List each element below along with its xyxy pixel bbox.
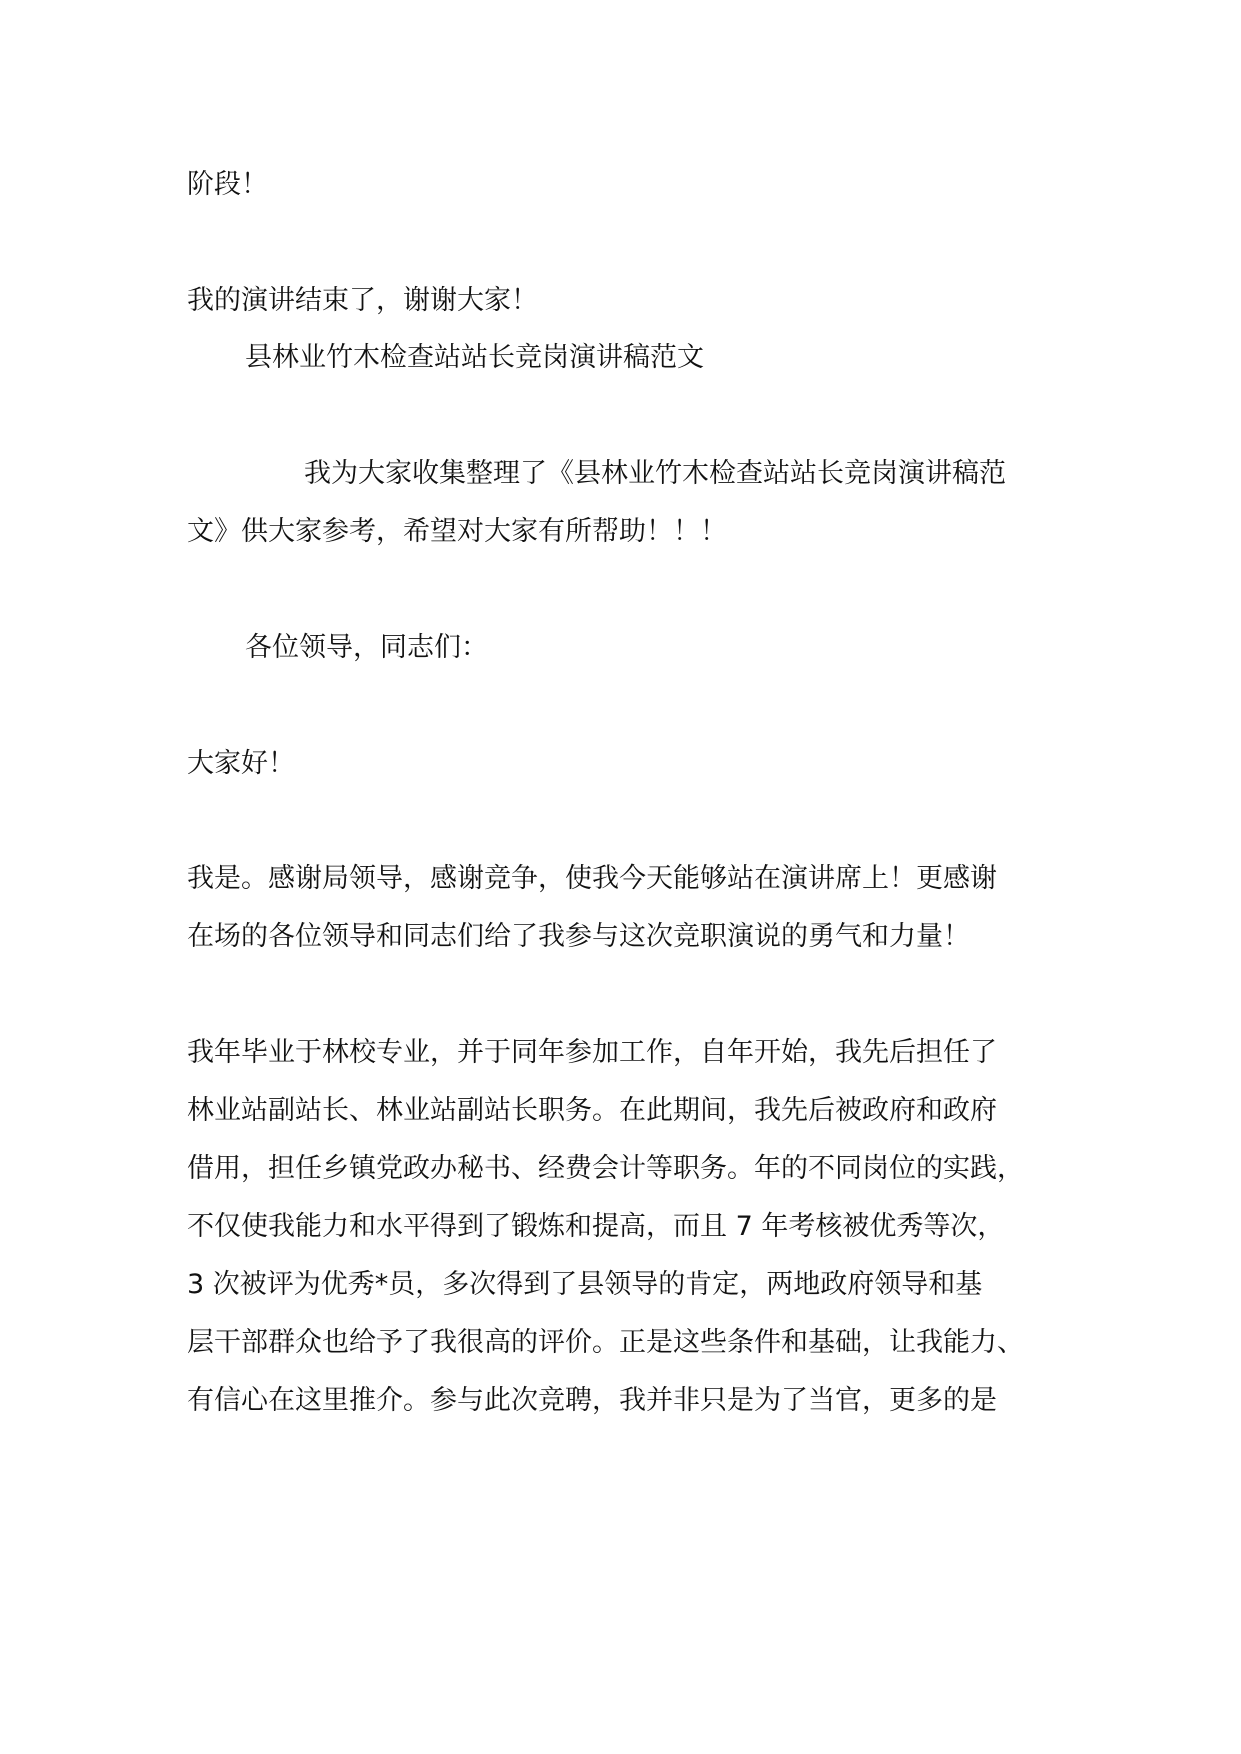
text-line: 我的演讲结束了，谢谢大家！	[187, 285, 538, 316]
text-line: 我年毕业于林校专业，并于同年参加工作，自年开始，我先后担任了	[187, 1037, 997, 1068]
text-line: 在场的各位领导和同志们给了我参与这次竞职演说的勇气和力量！	[187, 921, 970, 952]
text-line: 3 次被评为优秀*员，多次得到了县领导的肯定，两地政府领导和基	[187, 1269, 983, 1300]
text-line: 林业站副站长、林业站副站长职务。在此期间，我先后被政府和政府	[187, 1095, 997, 1126]
text-line: 文》供大家参考，希望对大家有所帮助！！！	[187, 516, 727, 547]
text-line: 不仅使我能力和水平得到了锻炼和提高，而且 7 年考核被优秀等次，	[187, 1211, 1005, 1242]
text-line: 层干部群众也给予了我很高的评价。正是这些条件和基础，让我能力、	[187, 1327, 1024, 1358]
greeting: 大家好！	[187, 748, 295, 779]
text-line: 我是。感谢局领导，感谢竞争，使我今天能够站在演讲席上！更感谢	[187, 863, 997, 894]
text-line: 有信心在这里推介。参与此次竞聘，我并非只是为了当官，更多的是	[187, 1385, 997, 1416]
section-title: 县林业竹木检查站站长竞岗演讲稿范文	[245, 342, 704, 373]
text-line: 阶段！	[187, 169, 268, 200]
salutation: 各位领导，同志们：	[245, 632, 488, 663]
text-line: 我为大家收集整理了《县林业竹木检查站站长竞岗演讲稿范	[304, 458, 1006, 489]
text-line: 借用，担任乡镇党政办秘书、经费会计等职务。年的不同岗位的实践，	[187, 1153, 1024, 1184]
